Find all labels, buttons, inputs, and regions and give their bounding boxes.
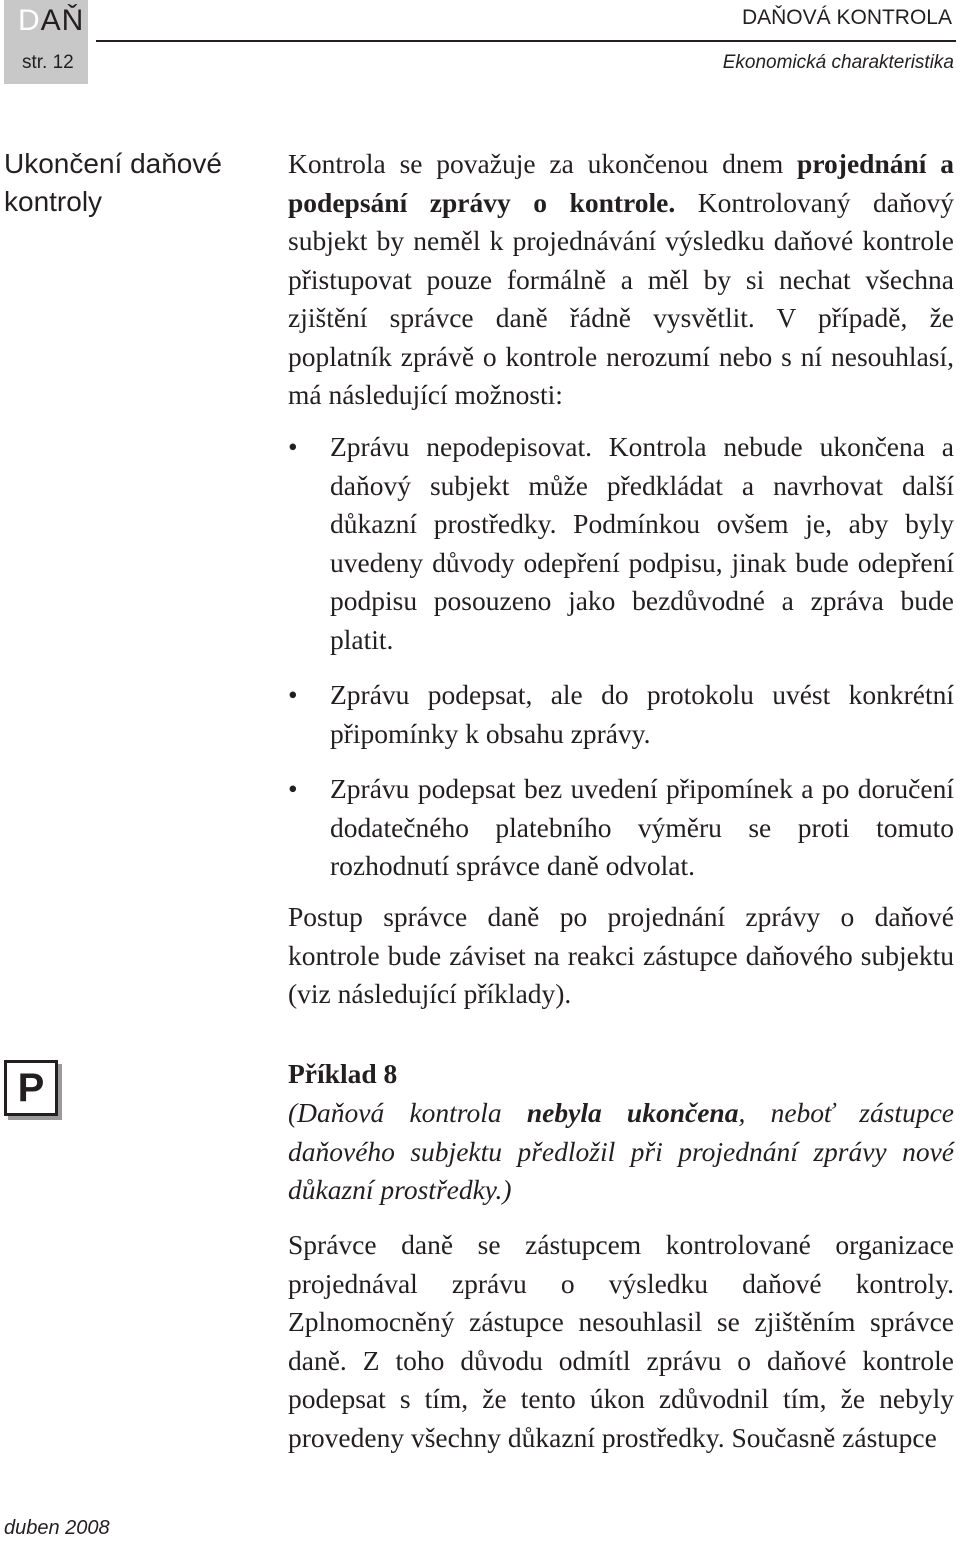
bullet-icon: •: [288, 431, 298, 462]
chapter-title: [18, 4, 84, 38]
header-rule: [96, 40, 956, 42]
list-item-text: Zprávu podepsat bez uvedení připomínek a po doručení dodatečného platebního výměru se proti tomuto rozhodnutí správce daně odvolat.: [330, 773, 954, 881]
chapter-title-rest: AŇ: [40, 4, 85, 37]
example-body-text: Správce daně se zástupcem kontrolované organizace projednával zprávu o výsledku daňové kontroly. Zplnomocněný zástupce nesouhlasil se zjištěním správce daně. Z toho důvodu odmítl zprávu o daňové kontrole podepsat s tím, že tento úkon zdůvodnil tím, že nebyly provedeny všechny důkazní prostředky. Současně zástupce: [288, 1229, 954, 1453]
chapter-tab: [4, 0, 88, 84]
example-desc-suffix: , neboť zástupce daňového subjektu předložil při projednání zprávy nové důkazní prostředky.): [288, 1097, 954, 1205]
list-item: [288, 676, 954, 753]
page-number: str. 12: [22, 52, 74, 73]
example-icon: P: [4, 1060, 58, 1116]
example-desc-bold: nebyla ukončena: [526, 1097, 739, 1128]
intro-text: Kontrola se považuje za ukončenou dnem: [288, 148, 798, 179]
procedure-paragraph: [288, 898, 954, 1014]
example-title: Příklad 8: [288, 1058, 398, 1089]
example-description: [288, 1094, 954, 1210]
bullet-icon: •: [288, 773, 298, 804]
section-title: DAŇOVÁ KONTROLA: [741, 6, 952, 29]
footer-date: duben 2008: [4, 1517, 110, 1539]
bullet-icon: •: [288, 679, 298, 710]
intro-rest-text: Kontrolovaný daňový subjekt by neměl k projednávání výsledku daňové kontrole přistupovat pouze formálně a měl by si nechat všechna zjištění správce daně řádně vysvětlit. V případě, že poplatník zprávě o kontrole nerozumí nebo s ní nesouhlasí, má následující možnosti:: [288, 186, 954, 410]
section-subtitle: Ekonomická charakteristika: [722, 52, 954, 73]
list-item: [288, 770, 954, 886]
options-list: [288, 428, 954, 903]
list-item: [288, 428, 954, 659]
procedure-text: Postup správce daně po projednání zprávy o daňové kontrole bude záviset na reakci zástupce daňového subjektu (viz následující příklady).: [288, 901, 954, 1009]
list-item-text: Zprávu podepsat, ale do protokolu uvést konkrétní připomínky k obsahu zprávy.: [330, 679, 954, 749]
intro-bold-text: projednání a podepsání zprávy o kontrole.: [288, 148, 954, 218]
example-desc-prefix: (Daňová kontrola: [288, 1097, 527, 1128]
list-item-text: Zprávu nepodepisovat. Kontrola nebude ukončena a daňový subjekt může předkládat a navrhovat další důkazní prostředky. Podmínkou ovšem je, aby byly uvedeny důvody odepření podpisu, jinak bude odepření podpisu posouzeno jako bezdůvodné a zpráva bude platit.: [330, 431, 954, 655]
chapter-title-first-letter: D: [18, 4, 41, 37]
example-body: [288, 1226, 954, 1457]
intro-paragraph: [288, 145, 954, 415]
margin-heading: Ukončení daňové kontroly: [4, 148, 222, 217]
